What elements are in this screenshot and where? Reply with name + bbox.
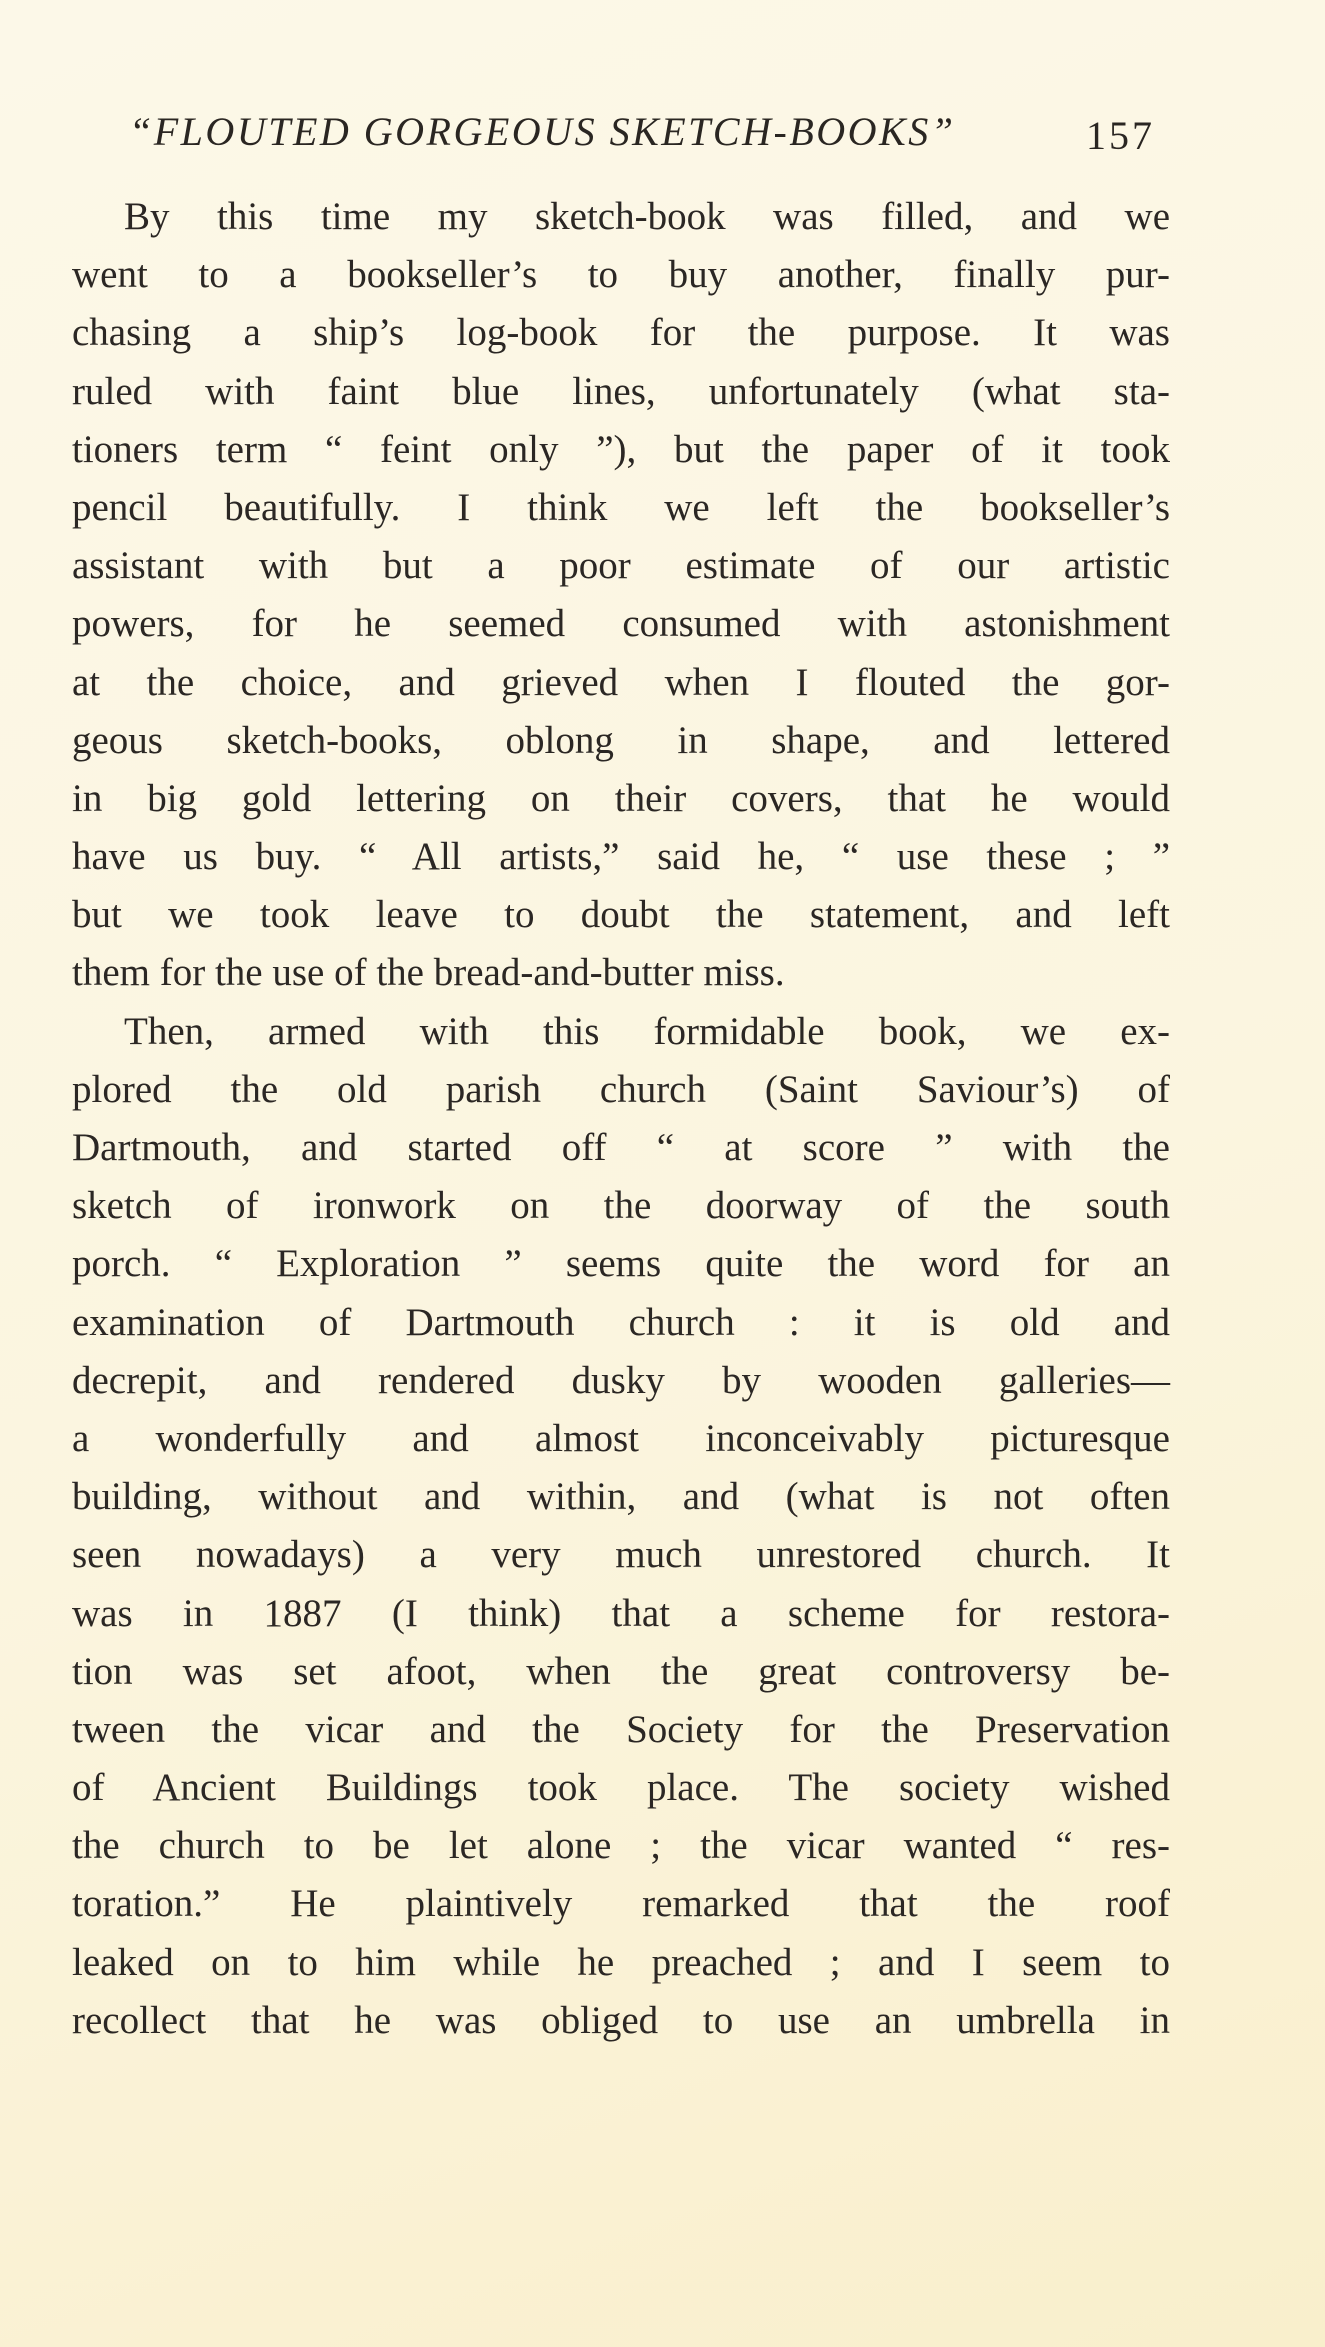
text-line: decrepit, and rendered dusky by wooden galleries— — [72, 1358, 1170, 1402]
paragraph-1 — [72, 188, 1170, 1003]
text-line: pencil beautifully. I think we left the bookseller’s — [72, 485, 1170, 529]
text-line: seen nowadays) a very much unrestored church. It — [72, 1533, 1170, 1577]
text-line: but we took leave to doubt the statement, and left — [72, 893, 1170, 937]
text-line: the church to be let alone ; the vicar wanted “ res- — [72, 1824, 1170, 1868]
text-line: tioners term “ feint only ”), but the paper of it took — [72, 427, 1170, 471]
text-line: By this time my sketch-book was filled, and we — [124, 195, 1170, 238]
text-line: tion was set afoot, when the great controversy be- — [72, 1649, 1170, 1693]
text-line: went to a bookseller’s to buy another, finally pur- — [72, 253, 1170, 297]
page-number: 157 — [1086, 113, 1155, 158]
text-line: chasing a ship’s log-book for the purpose. It was — [72, 311, 1170, 355]
text-line: Dartmouth, and started off “ at score ” with the — [72, 1126, 1170, 1169]
body-text — [72, 188, 1170, 2050]
paragraph-2 — [72, 1003, 1170, 2050]
text-line: in big gold lettering on their covers, that he would — [72, 776, 1170, 820]
text-line: assistant with but a poor estimate of our artistic — [72, 544, 1170, 588]
text-line: powers, for he seemed consumed with astonishment — [72, 602, 1170, 646]
text-line: sketch of ironwork on the doorway of the south — [72, 1184, 1170, 1228]
text-line: at the choice, and grieved when I flouted the gor- — [72, 660, 1170, 704]
text-line: porch. “ Exploration ” seems quite the word for an — [72, 1242, 1170, 1286]
text-line: a wonderfully and almost inconceivably picturesque — [72, 1416, 1170, 1460]
text-line: plored the old parish church (Saint Saviour’s) of — [72, 1067, 1170, 1111]
text-line: have us buy. “ All artists,” said he, “ use these ; ” — [72, 835, 1170, 879]
text-line: toration.” He plaintively remarked that the roof — [72, 1882, 1170, 1926]
text-line: examination of Dartmouth church : it is old and — [72, 1300, 1170, 1344]
text-line: them for the use of the bread-and-butter miss. — [72, 951, 785, 995]
text-line: ruled with faint blue lines, unfortunately (what sta- — [72, 369, 1170, 413]
text-line: recollect that he was obliged to use an umbrella in — [72, 1998, 1170, 2042]
text-line: was in 1887 (I think) that a scheme for restora- — [72, 1591, 1170, 1635]
text-line: tween the vicar and the Society for the Preservation — [72, 1707, 1170, 1751]
running-head — [115, 100, 1155, 160]
text-line: geous sketch-books, oblong in shape, and lettered — [72, 718, 1170, 762]
text-line: of Ancient Buildings took place. The society wished — [72, 1766, 1170, 1810]
text-line: leaked on to him while he preached ; and I seem to — [72, 1940, 1170, 1984]
text-line: building, without and within, and (what is not often — [72, 1475, 1170, 1519]
text-line: Then, armed with this formidable book, we ex- — [124, 1009, 1170, 1053]
running-title: “FLOUTED GORGEOUS SKETCH-BOOKS” — [129, 109, 956, 154]
